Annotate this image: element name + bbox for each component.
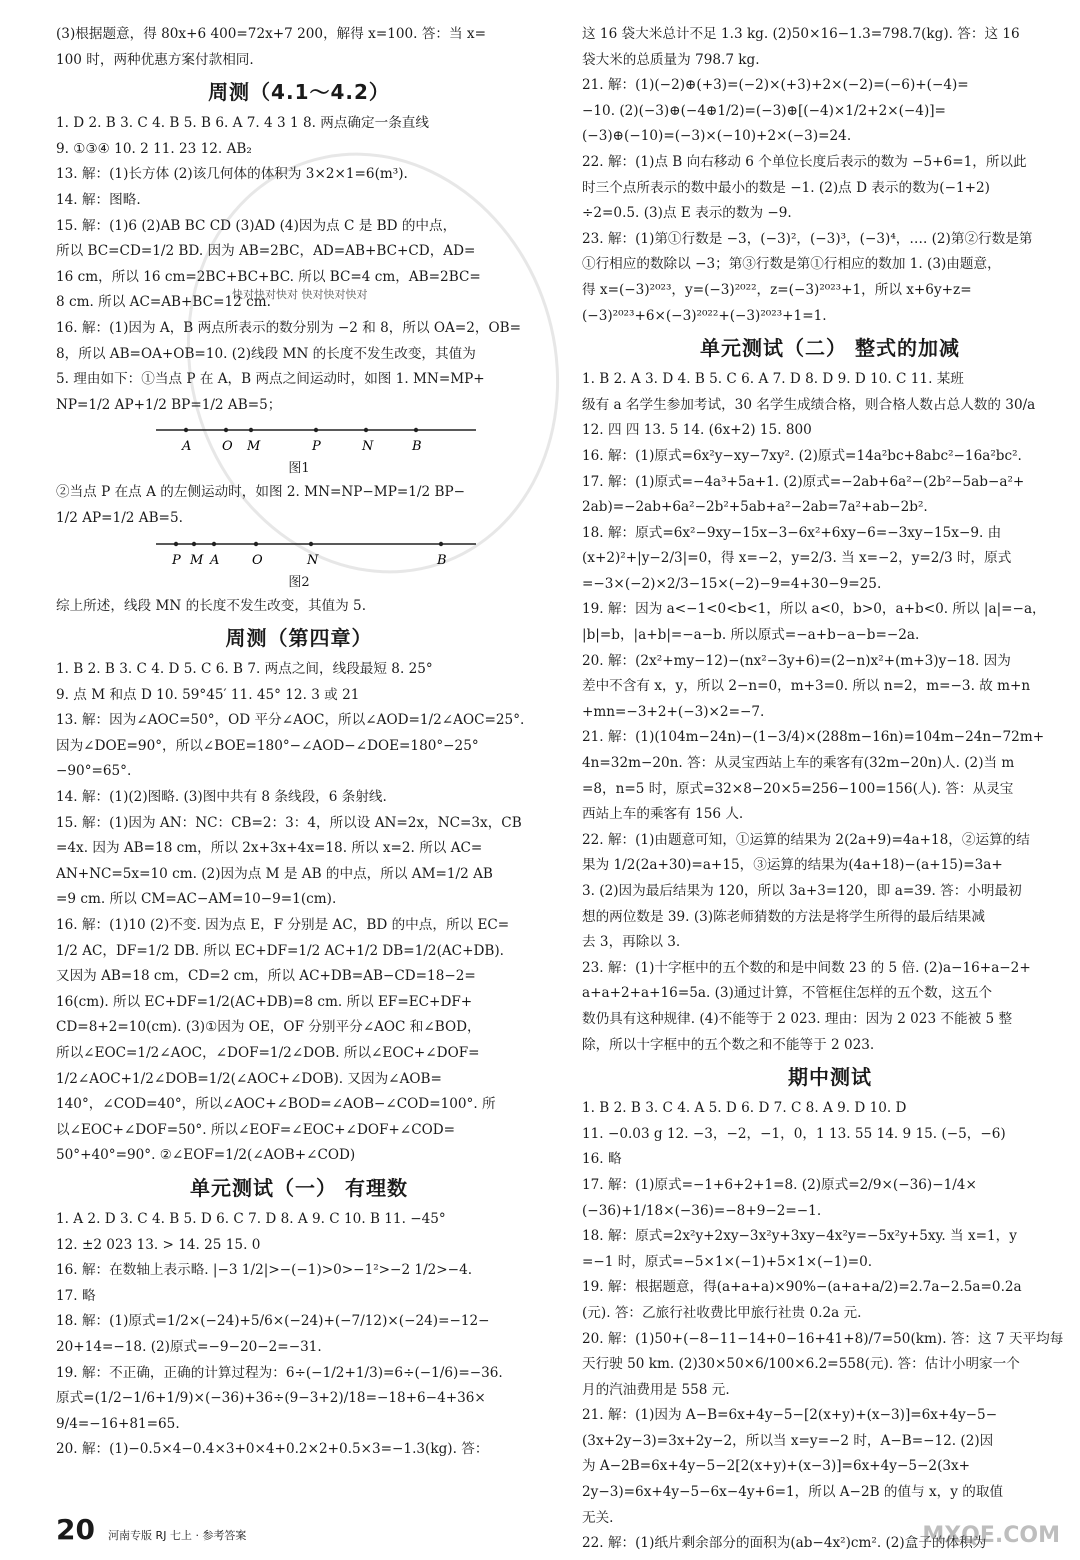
fig1-svg [146, 418, 486, 458]
answer-line: 去 3，再除以 3. [582, 934, 681, 951]
answer-line: 1/2∠AOC+1/2∠DOB=1/2(∠AOC+∠DOB). 又因为∠AOB= [56, 1070, 442, 1087]
answer-line: 因为∠DOE=90°，所以∠BOE=180°−∠AOD−∠DOE=180°−25° [56, 737, 479, 754]
stamp-text: 快对快对快对 快对快对快对 [232, 288, 368, 301]
answer-line: 16 cm，所以 16 cm=2BC+BC+BC. 所以 BC=4 cm，AB=2BC= [56, 268, 481, 285]
answer-line: 16. 解：(1)10 (2)不变. 因为点 E，F 分别是 AC，BD 的中点，所以 EC= [56, 917, 510, 934]
footer-text: 河南专版 RJ 七上 · 参考答案 [108, 1529, 247, 1542]
answer-line: −90°=65°. [56, 763, 132, 780]
section-title: 单元测试（一） 有理数 [190, 1175, 408, 1200]
answer-line: 21. 解：(1)因为 A−B=6x+4y−5−[2(x+y)+(x−3)]=6x+4y−5− [582, 1407, 998, 1424]
answer-line: 5. 理由如下：①当点 P 在 A，B 两点之间运动时，如图 1. MN=MP+ [56, 371, 485, 388]
answer-line: |b|=b，|a+b|=−a−b. 所以原式=−a+b−a−b=−2a. [582, 627, 920, 644]
answer-line: 9/4=−16+81=65. [56, 1415, 180, 1432]
answer-line: 综上所述，线段 MN 的长度不发生改变，其值为 5. [56, 597, 367, 614]
fig2-svg [146, 532, 486, 572]
answer-line: 得 x=(−3)²⁰²³，y=(−3)²⁰²²，z=(−3)²⁰²³+1，所以 x+6y+z= [582, 281, 972, 298]
figure-caption: 图2 [288, 574, 310, 590]
point-b [414, 428, 418, 432]
page-footer [56, 1513, 246, 1546]
answer-line: (−36)+1/18×(−36)=−8+9−2=−1. [582, 1202, 822, 1219]
answer-line: 19. 解：不正确，正确的计算过程为：6÷(−1/2+1/3)=6÷(−1/6)=−36. [56, 1364, 503, 1381]
point-m [192, 541, 196, 545]
answer-line: 16. 解：在数轴上表示略. |−3 1/2|>−(−1)>0>−1²>−2 1/2>−4. [56, 1262, 473, 1279]
answer-line: 23. 解：(1)十字框中的五个数的和是中间数 23 的 5 倍. (2)a−16+a−2+ [582, 959, 1031, 976]
answer-line: 3. (2)因为最后结果为 120，所以 3a+3=120，即 a=39. 答：小明最初 [582, 883, 1022, 899]
answer-line: 1/2 AC，DF=1/2 DB. 所以 EC+DF=1/2 AC+1/2 DB=1/2(AC+DB). [56, 942, 504, 959]
label-a: A [182, 439, 192, 455]
answer-line: 数仍具有这种规律. (4)不能等于 2 023. 理由：因为 2 023 不能被 5 整 [582, 1010, 1013, 1027]
right-column [582, 22, 1078, 1557]
answer-line: 12. 四 四 13. 5 14. (6x+2) 15. 800 [582, 422, 812, 439]
answer-line: 21. 解：(1)(104m−24n)−(1−3/4)×(288m−16n)=104m−24n−72m+ [582, 729, 1045, 746]
point-a [184, 428, 188, 432]
label-b: B [412, 439, 422, 455]
point-o [224, 428, 228, 432]
answer-line: 9. 点 M 和点 D 10. 59°45′ 11. 45° 12. 3 或 21 [56, 686, 360, 703]
fig2-number-line [56, 532, 542, 572]
answer-line: a+a+2+a+16=5a. (3)通过计算，不管框住怎样的五个数，这五个 [582, 985, 993, 1002]
answer-line: 1. D 2. B 3. C 4. B 5. B 6. A 7. 4 3 1 8. 两点确定一条直线 [56, 115, 429, 132]
answer-line: 2ab)=−2ab+6a²−2b²+5ab+a²−2ab=7a²+ab−2b². [582, 499, 928, 516]
answer-line: 1. B 2. B 3. C 4. D 5. C 6. B 7. 两点之间，线段最短 8. 25° [56, 661, 433, 678]
answer-line: 袋大米的总质量为 798.7 kg. [582, 51, 760, 68]
answer-line: 20. 解：(2x²+my−12)−(nx²−3y+6)=(2−n)x²+(m+3)y−18. 因为 [582, 652, 1011, 669]
left-column [56, 22, 542, 1463]
label-n: N [307, 552, 319, 568]
answer-line: ②当点 P 在点 A 的左侧运动时，如图 2. MN=NP−MP=1/2 BP− [56, 484, 465, 501]
answer-line: 所以 BC=CD=1/2 BD. 因为 AB=2BC，AD=AB+BC+CD，AD= [56, 243, 476, 260]
answer-line: 17. 略 [56, 1287, 96, 1304]
label-b: B [437, 552, 447, 568]
answer-line: 14. 解：图略. [56, 191, 141, 208]
answer-line: AN+NC=5x=10 cm. (2)因为点 M 是 AB 的中点，所以 AM=1/2 AB [56, 865, 493, 882]
answer-line: 140°，∠COD=40°，所以∠AOC+∠BOD=∠AOB−∠COD=100°. 所 [56, 1096, 496, 1113]
answer-line: 15. 解：(1)6 (2)AB BC CD (3)AD (4)因为点 C 是 BD 的中点， [56, 217, 457, 234]
point-p [314, 428, 318, 432]
label-m: M [190, 552, 204, 568]
point-b [439, 541, 443, 545]
answer-line: =−1 时，原式=−5×1×(−1)+5×1×(−1)=0. [582, 1253, 873, 1270]
answer-line: 20. 解：(1)50+(−8−11−14+0−16+41+8)/7=50(km). 答：这 7 天平均每 [582, 1330, 1064, 1347]
answer-line: (−3)²⁰²³+6×(−3)²⁰²²+(−3)²⁰²³+1=1. [582, 307, 827, 324]
answer-line: (x+2)²+|y−2/3|=0，得 x=−2，y=2/3. 当 x=−2，y=2/3 时，原式 [582, 550, 1012, 567]
answer-line: ÷2=0.5. (3)点 E 表示的数为 −9. [582, 205, 792, 222]
answer-line: 4n=32m−20n. 答：从灵宝西站上车的乘客有(32m−20n)人. (2)当 m [582, 755, 1015, 772]
answer-line: NP=1/2 AP+1/2 BP=1/2 AB=5； [56, 396, 282, 413]
answer-line: 1/2 AP=1/2 AB=5. [56, 509, 183, 526]
answer-line: CD=8+2=10(cm). (3)①因为 OE，OF 分别平分∠AOC 和∠BOD， [56, 1019, 481, 1036]
answer-line: (3x+2y−3)=3x+2y−2，所以当 x=y=−2 时，A−B=−12. (2)因 [582, 1432, 994, 1449]
answer-line: 天行驶 50 km. (2)30×50×6/100×6.2=558(元). 答：估计小明家一个 [582, 1356, 1020, 1373]
answer-line: 9. ①③④ 10. 2 11. 23 12. AB₂ [56, 140, 252, 157]
answer-line: 无关. [582, 1509, 614, 1526]
point-p [174, 541, 178, 545]
answer-line: 2y−3)=6x+4y−5−6x−4y+6=1，所以 A−2B 的值与 x，y 的取值 [582, 1484, 1004, 1501]
fig1-number-line [56, 418, 542, 458]
answer-line: 又因为 AB=18 cm，CD=2 cm，所以 AC+DB=AB−CD=18−2= [56, 968, 476, 985]
answer-line: =4x. 因为 AB=18 cm，所以 2x+3x+4x=18. 所以 x=2. 所以 AC= [56, 840, 483, 857]
point-n [309, 541, 313, 545]
answer-line: 22. 解：(1)点 B 向右移动 6 个单位长度后表示的数为 −5+6=1，所以此 [582, 153, 1027, 170]
watermark: MXQE.COM [922, 1523, 1060, 1548]
label-a: A [210, 552, 220, 568]
answer-line: 18. 解：原式=2x²y+2xy−3x²y+3xy−4x²y=−5x²y+5xy. 当 x=1，y [582, 1228, 1017, 1245]
label-o: O [222, 439, 233, 455]
label-p: P [312, 439, 321, 455]
answer-line: 月的汽油费用是 558 元. [582, 1381, 730, 1398]
answer-line: 14. 解：(1)(2)图略. (3)图中共有 8 条线段，6 条射线. [56, 789, 387, 806]
section-title: 单元测试（二） 整式的加减 [700, 336, 960, 361]
point-o [254, 541, 258, 545]
answer-line: 19. 解：因为 a<−1<0<b<1，所以 a<0，b>0，a+b<0. 所以 |a|=−a， [582, 601, 1046, 618]
answer-line: 差中不含有 x，y，所以 2−n=0，m+3=0. 所以 n=2，m=−3. 故 m+n [582, 678, 1031, 695]
section-title: 周测（第四章） [225, 626, 373, 651]
answer-line: 所以∠EOC=1/2∠AOC，∠DOF=1/2∠DOB. 所以∠EOC+∠DOF= [56, 1045, 480, 1061]
answer-line: 17. 解：(1)原式=−1+6+2+1=8. (2)原式=2/9×(−36)−1/4× [582, 1176, 977, 1193]
answer-line: 13. 解：因为∠AOC=50°，OD 平分∠AOC，所以∠AOD=1/2∠AOC=25°. [56, 712, 525, 729]
answer-line: 20+14=−18. (2)原式=−9−20−2=−31. [56, 1338, 322, 1355]
section-title: 周测（4.1～4.2） [208, 80, 390, 105]
answer-line: 果为 1/2(2a+30)=a+15，③运算的结果为(4a+18)−(a+15)=3a+ [582, 857, 1003, 874]
answer-line: 以∠EOC+∠DOF=50°. 所以∠EOF=∠EOC+∠DOF+∠COD= [56, 1121, 456, 1138]
answer-line: 23. 解：(1)第①行数是 −3，(−3)²，(−3)³，(−3)⁴，…. (2)第②行数是第 [582, 230, 1033, 247]
answer-line: 8，所以 AB=OA+OB=10. (2)线段 MN 的长度不发生改变，其值为 [56, 345, 476, 362]
label-o: O [252, 552, 263, 568]
answer-line: 22. 解：(1)由题意可知，①运算的结果为 2(2a+9)=4a+18，②运算的结 [582, 831, 1030, 848]
answer-line: ①行相应的数除以 −3；第③行数是第①行相应的数加 1. (3)由题意， [582, 256, 1001, 273]
answer-line: 1. B 2. B 3. C 4. A 5. D 6. D 7. C 8. A 9. D 10. D [582, 1100, 907, 1117]
answer-line: 21. 解：(1)(−2)⊕(+3)=(−2)×(+3)+2×(−2)=(−6)+(−4)= [582, 77, 969, 94]
answer-line: +mn=−3+2+(−3)×2=−7. [582, 703, 765, 720]
answer-line: (3)根据题意，得 80x+6 400=72x+7 200，解得 x=100. 答：当 x= [56, 26, 486, 42]
answer-line: 11. −0.03 g 12. −3，−2，−1，0，1 13. 55 14. 9 15. (−5，−6) [582, 1125, 1006, 1142]
answer-line: 除，所以十字框中的五个数之和不能等于 2 023. [582, 1036, 875, 1053]
answer-line: 8 cm. 所以 AC=AB+BC=12 cm. [56, 294, 271, 311]
answer-line: 西站上车的乘客有 156 人. [582, 806, 744, 823]
answer-line: 为 A−2B=6x+4y−5−2[2(x+y)+(x−3)]=6x+4y−5−2(3x+ [582, 1458, 971, 1475]
section-title: 期中测试 [788, 1065, 872, 1090]
answer-line: 1. B 2. A 3. D 4. B 5. C 6. A 7. D 8. D 9. D 10. C 11. 某班 [582, 371, 964, 388]
point-m [249, 428, 253, 432]
answer-line: (元). 答：乙旅行社收费比甲旅行社贵 0.2a 元. [582, 1304, 862, 1321]
answer-line: 18. 解：(1)原式=1/2×(−24)+5/6×(−24)+(−7/12)×(−24)=−12− [56, 1313, 490, 1330]
figure-caption: 图1 [288, 461, 310, 477]
answer-line: 16. 解：(1)原式=6x²y−xy−7xy². (2)原式=14a²bc+8abc²−16a²bc². [582, 447, 1022, 464]
answer-line: 15. 解：(1)因为 AN：NC：CB=2：3：4，所以设 AN=2x，NC=3x，CB [56, 814, 522, 831]
answer-line: 12. ±2 023 13. > 14. 25 15. 0 [56, 1236, 261, 1253]
answer-line: 16. 略 [582, 1151, 622, 1168]
answer-line: 这 16 袋大米总计不足 1.3 kg. (2)50×16−1.3=798.7(kg). 答：这 16 [582, 26, 1020, 42]
page-number: 20 [56, 1513, 95, 1546]
answer-line: =8，n=5 时，原式=32×8−20×5=256−100=156(人). 答：从灵宝 [582, 780, 1014, 797]
answer-line: 级有 a 名学生参加考试，30 名学生成绩合格，则合格人数占总人数的 30/a [582, 396, 1036, 413]
point-a [212, 541, 216, 545]
answer-line: −10. (2)(−3)⊕(−4⊕1/2)=(−3)⊕[(−4)×1/2+2×(−4)]= [582, 102, 946, 119]
label-p: P [172, 552, 181, 568]
answer-line: 17. 解：(1)原式=−4a³+5a+1. (2)原式=−2ab+6a²−(2b²−5ab−a²+ [582, 473, 1025, 490]
answer-line: 100 时，两种优惠方案付款相同. [56, 51, 254, 68]
answer-line: 16(cm). 所以 EC+DF=1/2(AC+DB)=8 cm. 所以 EF=EC+DF+ [56, 993, 473, 1010]
answer-line: (−3)⊕(−10)=(−3)×(−10)+2×(−3)=24. [582, 128, 852, 145]
answer-line: 原式=(1/2−1/6+1/9)×(−36)+36÷(9−3+2)/18=−18+6−4+36× [56, 1390, 486, 1407]
answer-line: =9 cm. 所以 CM=AC−AM=10−9=1(cm). [56, 891, 337, 908]
answer-line: 20. 解：(1)−0.5×4−0.4×3+0×4+0.2×2+0.5×3=−1.3(kg). 答： [56, 1441, 489, 1458]
answer-line: 50°+40°=90°. ②∠EOF=1/2(∠AOB+∠COD) [56, 1147, 356, 1164]
answer-line: =−3×(−2)×2/3−15×(−2)−9=4+30−9=25. [582, 575, 882, 592]
answer-line: 22. 解：(1)纸片剩余部分的面积为(ab−4x²)cm². (2)盒子的体积为 [582, 1535, 987, 1552]
answer-line: 想的两位数是 39. (3)陈老师猜数的方法是将学生所得的最后结果减 [582, 908, 985, 925]
answer-line: 1. A 2. D 3. C 4. B 5. D 6. C 7. D 8. A 9. C 10. B 11. −45° [56, 1210, 446, 1227]
answer-line: 16. 解：(1)因为 A，B 两点所表示的数分别为 −2 和 8，所以 OA=2，OB= [56, 319, 522, 336]
label-n: N [362, 439, 374, 455]
answer-line: 13. 解：(1)长方体 (2)该几何体的体积为 3×2×1=6(m³). [56, 166, 408, 183]
answer-line: 19. 解：根据题意，得(a+a+a)×90%−(a+a+a/2)=2.7a−2.5a=0.2a [582, 1279, 1022, 1296]
label-m: M [247, 439, 261, 455]
point-n [364, 428, 368, 432]
answer-line: 18. 解：原式=6x²−9xy−15x−3−6x²+6xy−6=−3xy−15x−9. 由 [582, 524, 1002, 541]
answer-line: 时三个点所表示的数中最小的数是 −1. (2)点 D 表示的数为(−1+2) [582, 179, 990, 196]
